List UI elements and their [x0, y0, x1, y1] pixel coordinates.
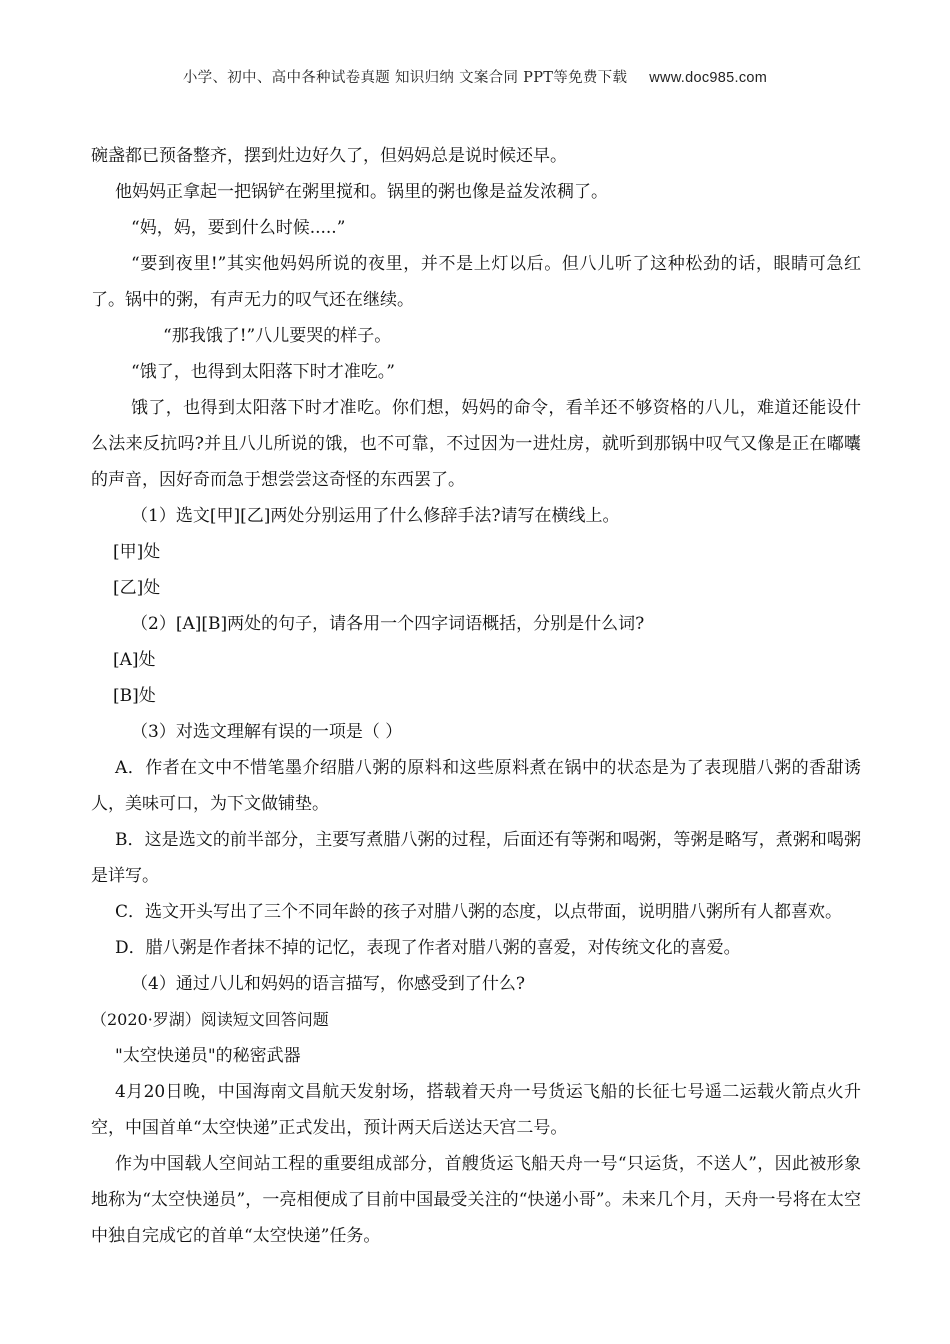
- section-2-title: "太空快递员"的秘密武器: [115, 1046, 301, 1066]
- question-3: （3）对选文理解有误的一项是（ ）: [131, 722, 403, 742]
- section-2-paragraph: 作为中国载人空间站工程的重要组成部分，首艘货运飞船天舟一号“只运货，不送人”，因此被形象地称为“太空快递员”，一亮相便成了目前中国最受关注的“快递小哥”。未来几个月，天舟一号将在太空中独自完成它的首单“太空快递”任务。: [91, 1154, 861, 1246]
- question-1: （1）选文[甲][乙]两处分别运用了什么修辞手法?请写在横线上。: [131, 506, 620, 526]
- question-2-a: [A]处: [113, 650, 156, 670]
- passage-line: “要到夜里!”其实他妈妈所说的夜里，并不是上灯以后。但八儿听了这种松劲的话，眼睛可急红了。锅中的粥，有声无力的叹气还在继续。: [91, 254, 861, 310]
- passage-line: 他妈妈正拿起一把锅铲在粥里搅和。锅里的粥也像是益发浓稠了。: [115, 182, 608, 202]
- passage-line: “那我饿了!”八儿要哭的样子。: [163, 326, 392, 346]
- question-3-option-a: A．作者在文中不惜笔墨介绍腊八粥的原料和这些原料煮在锅中的状态是为了表现腊八粥的香甜诱人，美味可口，为下文做铺垫。: [91, 758, 861, 814]
- passage-line: “妈，妈，要到什么时候.....”: [131, 218, 346, 238]
- section-2-heading: （2020·罗湖）阅读短文回答问题: [91, 1010, 329, 1029]
- question-1-yi: [乙]处: [113, 578, 161, 598]
- passage-line: “饿了，也得到太阳落下时才准吃。”: [131, 362, 395, 382]
- document-body: [91, 138, 861, 1254]
- page-header: [0, 66, 950, 87]
- question-3-option-d: D．腊八粥是作者抹不掉的记忆，表现了作者对腊八粥的喜爱，对传统文化的喜爱。: [115, 938, 741, 958]
- question-2-b: [B]处: [113, 686, 156, 706]
- section-2-paragraph: 4月20日晚，中国海南文昌航天发射场，搭载着天舟一号货运飞船的长征七号遥二运载火箭点火升空，中国首单“太空快递”正式发出，预计两天后送达天宫二号。: [91, 1082, 861, 1138]
- question-1-jia: [甲]处: [113, 542, 161, 562]
- question-4: （4）通过八儿和妈妈的语言描写，你感受到了什么?: [131, 974, 525, 994]
- question-2: （2）[A][B]两处的句子，请各用一个四字词语概括，分别是什么词?: [131, 614, 645, 634]
- header-site-link[interactable]: www.doc985.com: [649, 70, 768, 86]
- passage-line: 饿了，也得到太阳落下时才准吃。你们想，妈妈的命令，看羊还不够资格的八儿，难道还能设什么法来反抗吗?并且八儿所说的饿，也不可靠，不过因为一进灶房，就听到那锅中叹气又像是正在嘟囔的声音，因好奇而急于想尝尝这奇怪的东西罢了。: [91, 398, 861, 490]
- question-3-option-c: C．选文开头写出了三个不同年龄的孩子对腊八粥的态度，以点带面，说明腊八粥所有人都喜欢。: [115, 902, 843, 922]
- passage-line: 碗盏都已预备整齐，摆到灶边好久了，但妈妈总是说时候还早。: [91, 146, 567, 166]
- question-3-option-b: B．这是选文的前半部分，主要写煮腊八粥的过程，后面还有等粥和喝粥，等粥是略写，煮粥和喝粥是详写。: [91, 830, 861, 886]
- header-text: 小学、初中、高中各种试卷真题 知识归纳 文案合同 PPT等免费下载: [182, 70, 628, 86]
